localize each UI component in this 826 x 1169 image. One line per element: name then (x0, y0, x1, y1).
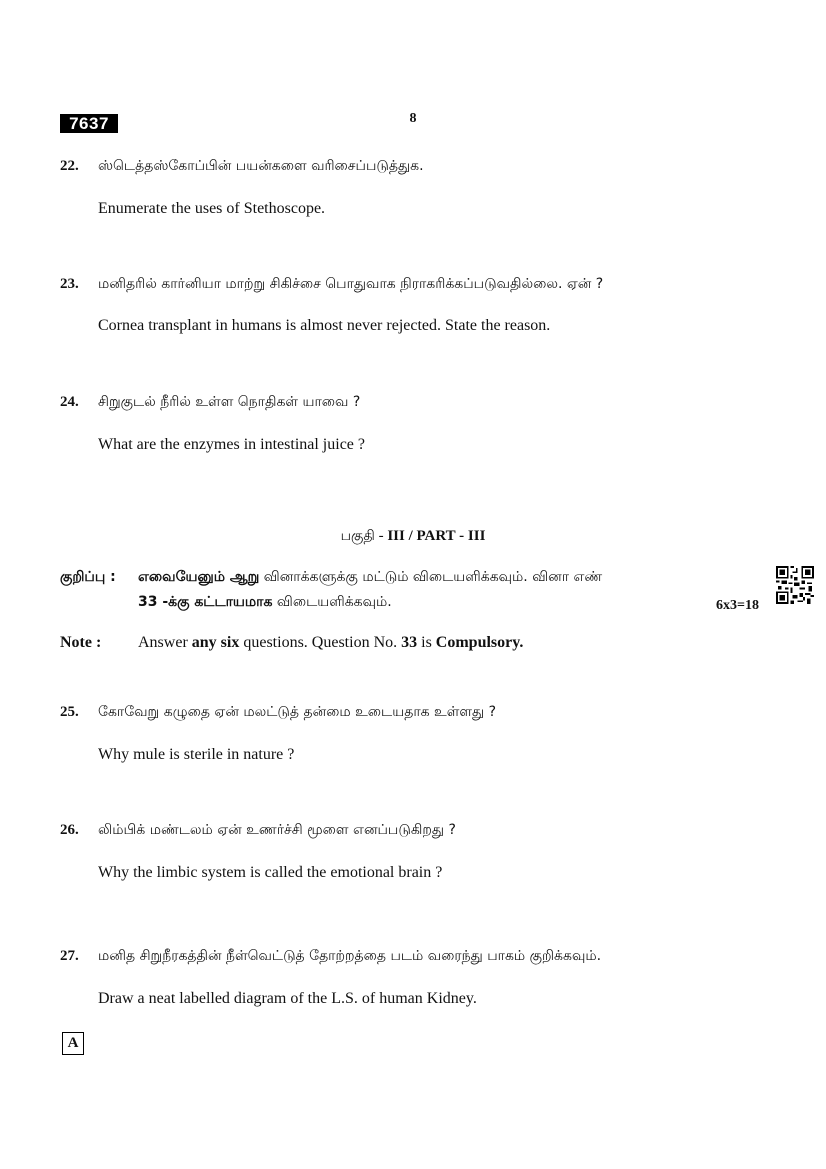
question-number: 24. (60, 394, 79, 410)
instruction-line-1 (138, 569, 602, 587)
question-text-tamil: லிம்பிக் மண்டலம் ஏன் உணர்ச்சி மூளை எனப்படுகிறது ? (98, 822, 456, 838)
note-segment: questions. Question No. (239, 634, 402, 651)
question-number: 25. (60, 704, 79, 720)
qr-code-icon (776, 566, 814, 604)
question-text-english: Why mule is sterile in nature ? (98, 746, 295, 763)
note-segment: is (417, 634, 436, 651)
question-text-english: Cornea transplant in humans is almost never rejected. State the reason. (98, 317, 551, 334)
question-text-tamil: சிறுகுடல் நீரில் உள்ள நொதிகள் யாவை ? (98, 394, 361, 410)
question-text-tamil: மனிதரில் கார்னியா மாற்று சிகிச்சை பொதுவாக நிராகரிக்கப்படுவதில்லை. ஏன் ? (98, 276, 604, 292)
instruction-line-2 (138, 594, 392, 612)
question-text-english: Enumerate the uses of Stethoscope. (98, 200, 326, 217)
question-text-tamil: ஸ்டெத்தஸ்கோப்பின் பயன்களை வரிசைப்படுத்துக. (98, 158, 424, 174)
exam-code-badge: 7637 (60, 114, 118, 133)
instruction-text: விடையளிக்கவும். (272, 594, 392, 610)
question-number: 27. (60, 948, 79, 964)
note-segment: Answer (138, 634, 192, 651)
note-label: Note : (60, 634, 102, 651)
part-heading-english: III / PART - III (387, 528, 486, 544)
question-text-english: Draw a neat labelled diagram of the L.S. of human Kidney. (98, 990, 477, 1007)
version-box: A (62, 1032, 84, 1055)
part-heading (0, 528, 826, 546)
instruction-emphasis: எவையேனும் ஆறு (138, 569, 260, 585)
question-number: 26. (60, 822, 79, 838)
question-number: 23. (60, 276, 79, 292)
note-emphasis: any six (191, 634, 240, 651)
part-heading-tamil: பகுதி (340, 528, 375, 544)
part-heading-separator: - (374, 528, 388, 544)
marks-allocation: 6x3=18 (716, 598, 759, 613)
question-text-english: What are the enzymes in intestinal juice ? (98, 436, 365, 453)
note-emphasis: 33 (401, 634, 418, 651)
note-text (138, 634, 523, 652)
note-emphasis: Compulsory. (435, 634, 524, 651)
question-text-tamil: மனித சிறுநீரகத்தின் நீள்வெட்டுத் தோற்றத்தை படம் வரைந்து பாகம் குறிக்கவும். (98, 948, 602, 964)
question-text-tamil: கோவேறு கழுதை ஏன் மலட்டுத் தன்மை உடையதாக உள்ளது ? (98, 704, 497, 720)
question-text-english: Why the limbic system is called the emotional brain ? (98, 864, 443, 881)
instruction-label-tamil: குறிப்பு : (60, 569, 116, 585)
page-number: 8 (409, 111, 417, 126)
instruction-text: வினாக்களுக்கு மட்டும் விடையளிக்கவும். வினா எண் (259, 569, 603, 585)
question-number: 22. (60, 158, 79, 174)
instruction-emphasis: 33 -க்கு கட்டாயமாக (138, 594, 273, 610)
